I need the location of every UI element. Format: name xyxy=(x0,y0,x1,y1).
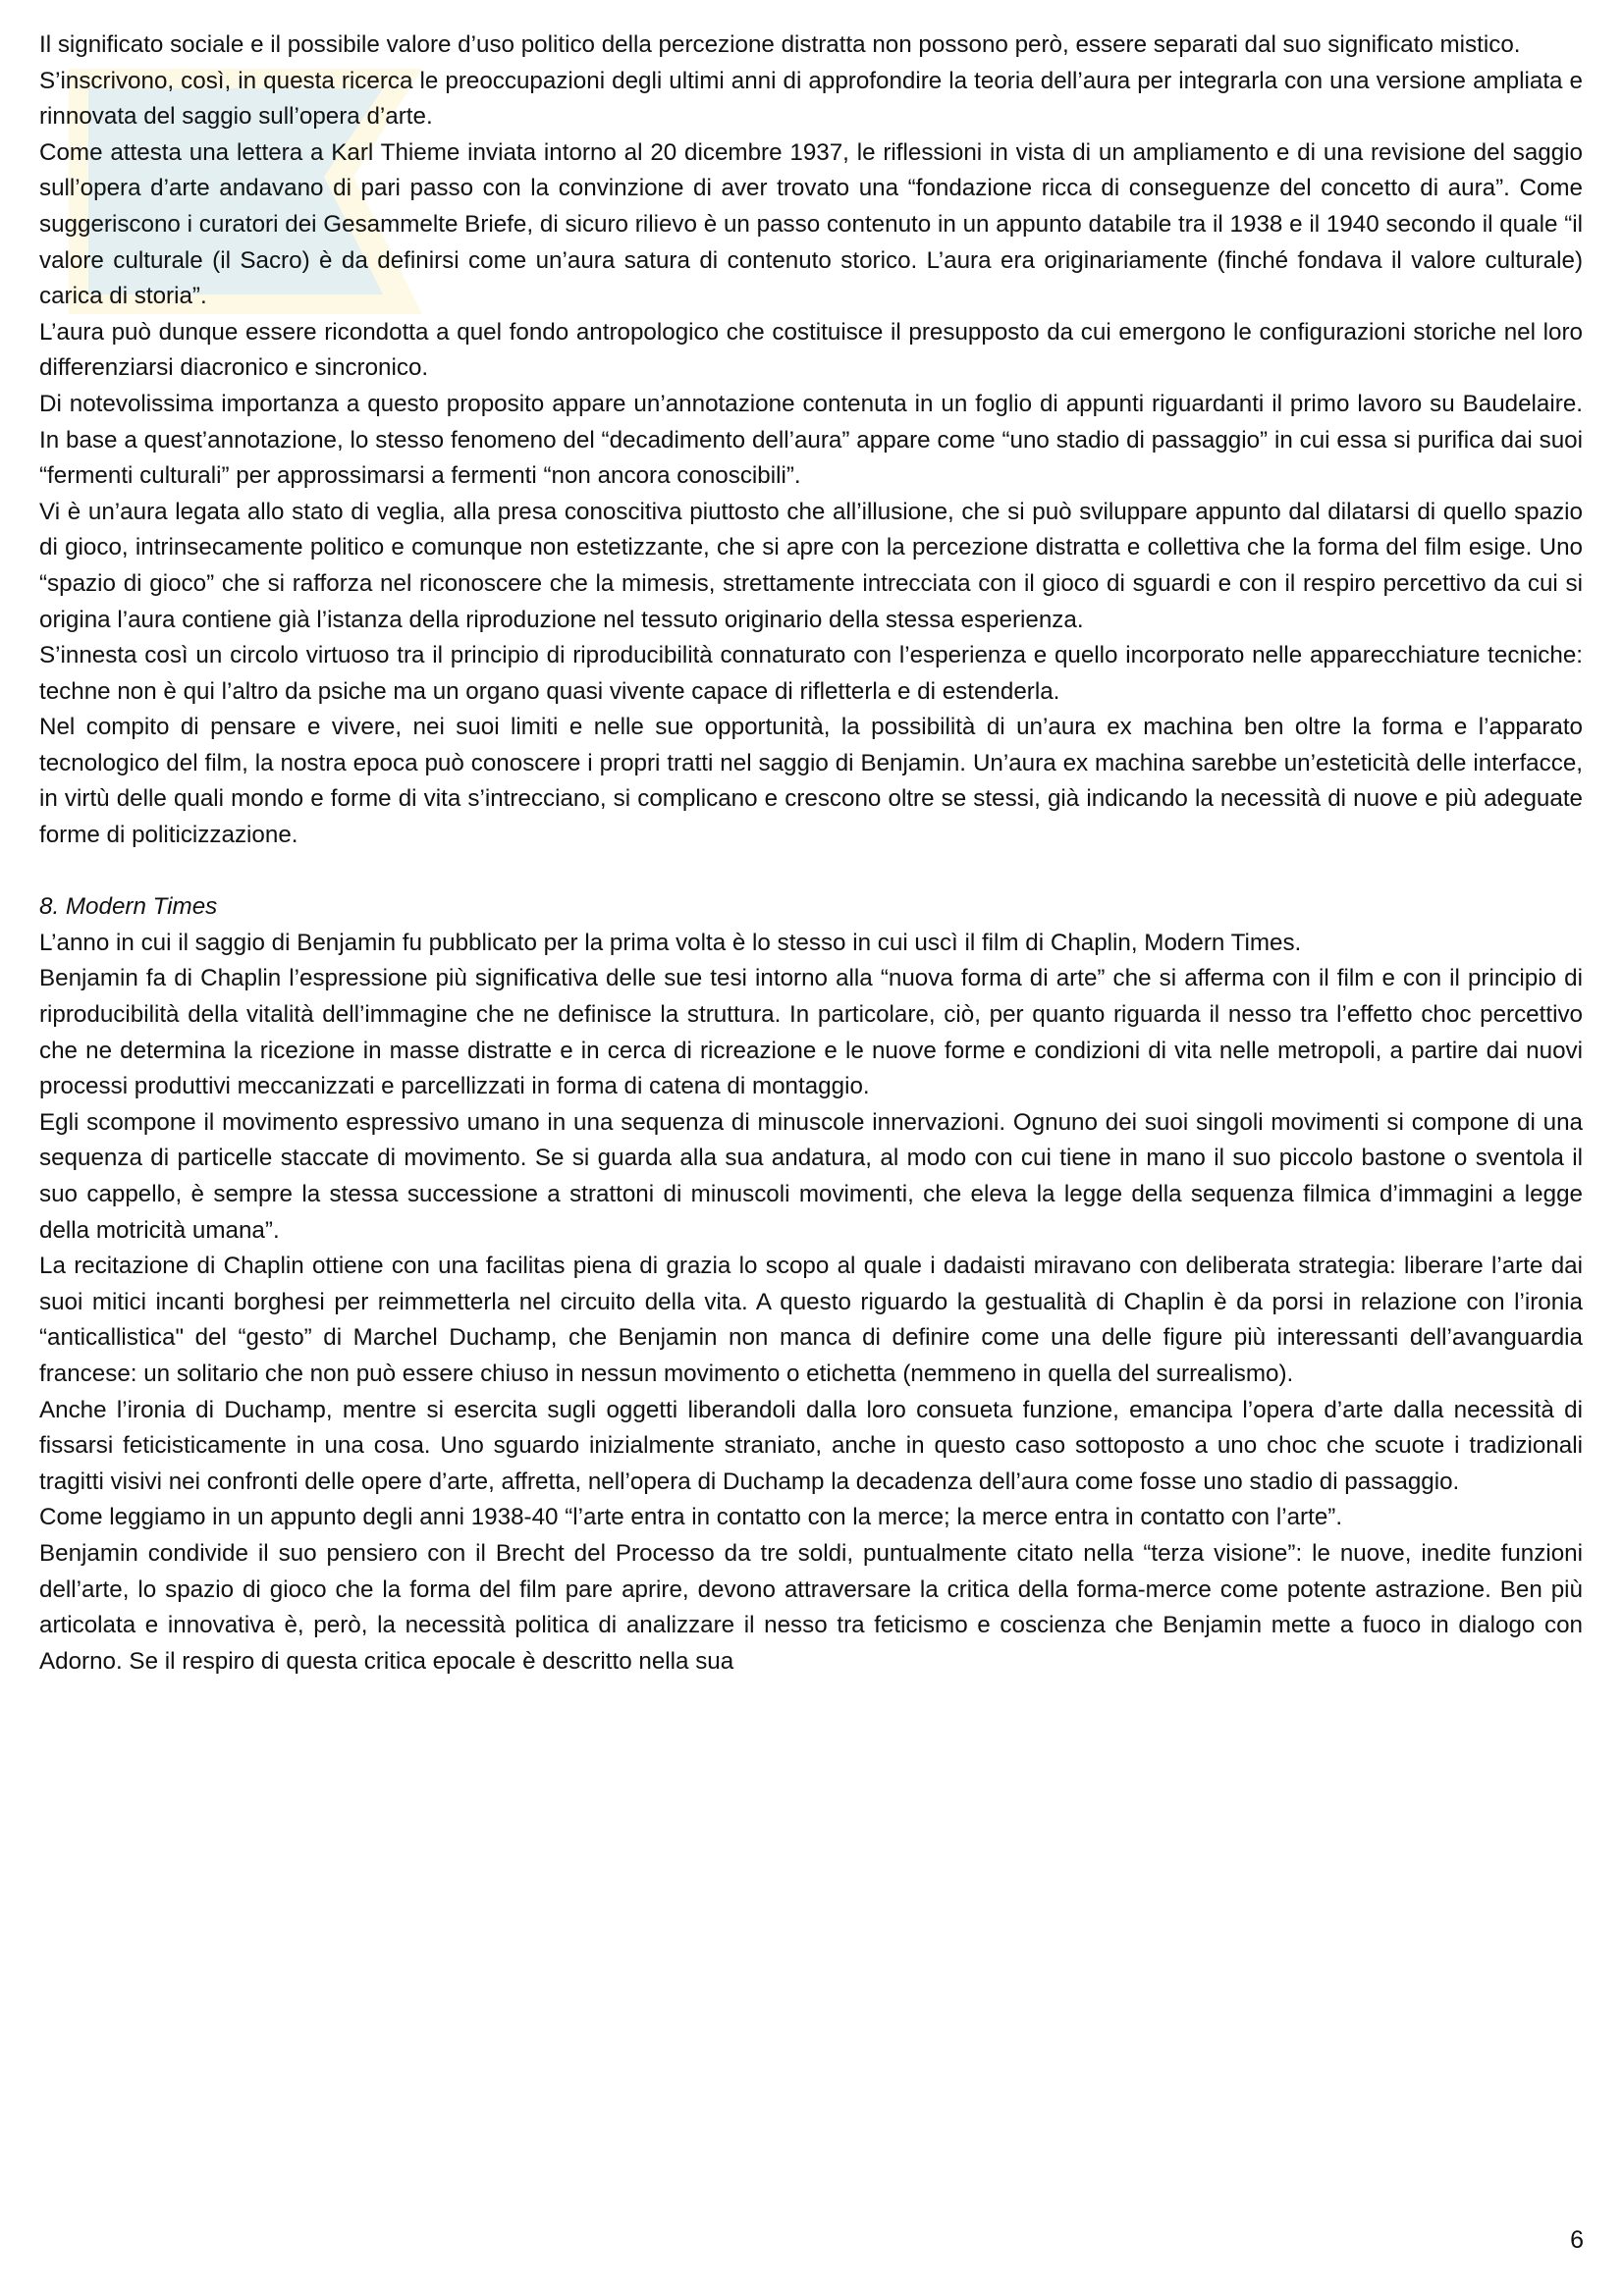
paragraph: S’inscrivono, così, in questa ricerca le preoccupazioni degli ultimi anni di approfondire la teoria dell’aura per integrarla con una versione ampliata e rinnovata del saggio sull’opera d’arte. xyxy=(39,67,1583,131)
paragraph: Benjamin fa di Chaplin l’espressione più significativa delle sue tesi intorno alla “nuova forma di arte” che si afferma con il film e con il principio di riproducibilità della vitalità dell’immagine che ne definisce la struttura. In particolare, ciò, per quanto riguarda il nesso tra l’effetto choc percettivo che ne determina la ricezione in masse distratte e in cerca di ricreazione e le nuove forme e condizioni di vita nelle metropoli, a partire dai nuovi processi produttivi meccanizzati e parcellizzati in forma di catena di montaggio. xyxy=(39,965,1583,1100)
paragraph: L’aura può dunque essere ricondotta a quel fondo antropologico che costituisce il presupposto da cui emergono le configurazioni storiche nel loro differenziarsi diacronico e sincronico. xyxy=(39,318,1583,382)
paragraph: La recitazione di Chaplin ottiene con una facilitas piena di grazia lo scopo al quale i dadaisti miravano con deliberata strategia: liberare l’arte dai suoi mitici incanti borghesi per reimmetterla nel circuito della vita. A questo riguardo la gestualità di Chaplin è da porsi in relazione con l’ironia “anticallistica" del “gesto” di Marchel Duchamp, che Benjamin non manca di definire come una delle figure più interessanti dell’avanguardia francese: un solitario che non può essere chiuso in nessun movimento o etichetta (nemmeno in quella del surrealismo). xyxy=(39,1253,1583,1387)
paragraph: L’anno in cui il saggio di Benjamin fu pubblicato per la prima volta è lo stesso in cui uscì il film di Chaplin, Modern Times. xyxy=(39,929,1302,956)
paragraph: Come leggiamo in un appunto degli anni 1938-40 “l’arte entra in contatto con la merce; la merce entra in contatto con l’arte”. xyxy=(39,1504,1343,1531)
paragraph: Anche l’ironia di Duchamp, mentre si esercita sugli oggetti liberandoli dalla loro consueta funzione, emancipa l’opera d’arte dalla necessità di fissarsi feticisticamente in una cosa. Uno sguardo inizialmente straniato, anche in questo caso sottoposto a uno choc che scuote i tradizionali tragitti visivi nei confronti delle opere d’arte, affretta, nell’opera di Duchamp la decadenza dell’aura come fosse uno stadio di passaggio. xyxy=(39,1396,1583,1495)
paragraph: Il significato sociale e il possibile valore d’uso politico della percezione distratta non possono però, essere separati dal suo significato mistico. xyxy=(39,31,1521,58)
paragraph: Di notevolissima importanza a questo proposito appare un’annotazione contenuta in un foglio di appunti riguardanti il primo lavoro su Baudelaire. In base a quest’annotazione, lo stesso fenomeno del “decadimento dell’aura” appare come “uno stadio di passaggio” in cui essa si purifica dai suoi “fermenti culturali” per approssimarsi a fermenti “non ancora conoscibili”. xyxy=(39,390,1583,490)
paragraph: Come attesta una lettera a Karl Thieme inviata intorno al 20 dicembre 1937, le riflessioni in vista di un ampliamento e di una revisione del saggio sull’opera d’arte andavano di pari passo con la convinzione di aver trovato una “fondazione ricca di conseguenze del concetto di aura”. Come suggeriscono i curatori dei Gesammelte Briefe, di sicuro rilievo è un passo contenuto in un appunto databile tra il 1938 e il 1940 secondo il quale “il valore culturale (il Sacro) è da definirsi come un’aura satura di contenuto storico. L’aura era originariamente (finché fondava il valore culturale) carica di storia”. xyxy=(39,138,1583,310)
paragraph: Benjamin condivide il suo pensiero con il Brecht del Processo da tre soldi, puntualmente citato nella “terza visione”: le nuove, inedite funzioni dell’arte, lo spazio di gioco che la forma del film pare aprire, devono attraversare la critica della forma-merce come potente astrazione. Ben più articolata e innovativa è, però, la necessità politica di analizzare il nesso tra feticismo e coscienza che Benjamin mette a fuoco in dialogo con Adorno. Se il respiro di questa critica epocale è descritto nella sua xyxy=(39,1539,1583,1675)
paragraph: Egli scompone il movimento espressivo umano in una sequenza di minuscole innervazioni. Ognuno dei suoi singoli movimenti si compone di una sequenza di particelle staccate di movimento. Se si guarda alla sua andatura, al modo con cui tiene in mano il suo piccolo bastone o sventola il suo cappello, è sempre la stessa successione a strattoni di minuscoli movimenti, che eleva la legge della sequenza filmica d’immagini a legge della motricità umana”. xyxy=(39,1108,1583,1244)
body-text xyxy=(39,27,1583,1680)
blank-line xyxy=(39,854,1583,890)
page-number: 6 xyxy=(1570,2226,1584,2254)
paragraph: Vi è un’aura legata allo stato di veglia, alla presa conoscitiva piuttosto che all’illusione, che si può sviluppare appunto dal dilatarsi di quello spazio di gioco, intrinsecamente politico e comunque non estetizzante, che si apre con la percezione distratta e collettiva che la forma del film esige. Uno “spazio di gioco” che si rafforza nel riconoscere che la mimesis, strettamente intrecciata con il gioco di sguardi e con il respiro percettivo da cui si origina l’aura contiene già l’istanza della riproduzione nel tessuto originario della stessa esperienza. xyxy=(39,498,1583,633)
paragraph: S’innesta così un circolo virtuoso tra il principio di riproducibilità connaturato con l’esperienza e quello incorporato nelle apparecchiature tecniche: techne non è qui l’altro da psiche ma un organo quasi vivente capace di rifletterla e di estenderla. xyxy=(39,642,1583,705)
section-heading: 8. Modern Times xyxy=(39,893,218,921)
paragraph: Nel compito di pensare e vivere, nei suoi limiti e nelle sue opportunità, la possibilità di un’aura ex machina ben oltre la forma e l’apparato tecnologico del film, la nostra epoca può conoscere i propri tratti nel saggio di Benjamin. Un’aura ex machina sarebbe un’esteticità delle interfacce, in virtù delle quali mondo e forme di vita s’intrecciano, si complicano e crescono oltre se stessi, già indicando la necessità di nuove e più adeguate forme di politicizzazione. xyxy=(39,714,1583,849)
